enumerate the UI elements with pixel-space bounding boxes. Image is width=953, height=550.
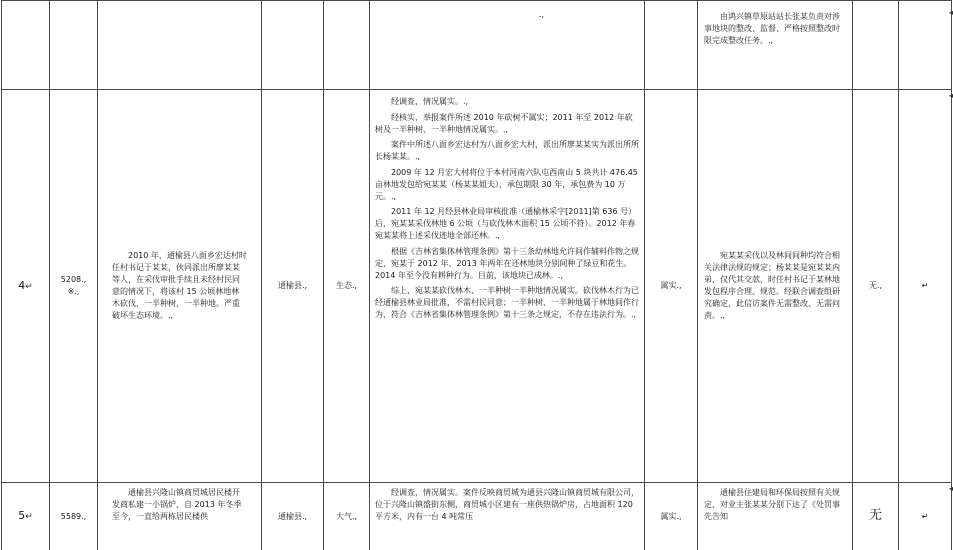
cell-no: 4↵ xyxy=(2,90,50,483)
cell-result xyxy=(645,1,698,90)
cell-code xyxy=(50,1,98,90)
cell-complaint xyxy=(98,1,262,90)
cell-findings: 经调查，情况属实。案件反映商贸城为通县兴隆山镇商贸城有限公司，位于兴隆山镇盛街东侧，商贸城小区建有一座供热锅炉房，占地面积 120 平方米，内有一台 4 吨常压 xyxy=(370,483,645,550)
cell-handling: 宛某某采伐以及林间间种均符合相关法律法规的规定；杨某某是宛某某内弟，仅代其交款，时任村书记于某林地发包程序合理、规范。经联合调查组研究确定，此信访案件无需整改、无需问责。., xyxy=(698,90,853,483)
cell-county: 通榆县., xyxy=(262,90,324,483)
paragraph-mark-icon: ↵ xyxy=(25,512,33,522)
cell-result: 属实., xyxy=(645,90,698,483)
cell-code: 5589., xyxy=(50,483,98,550)
table-row xyxy=(2,90,952,483)
cell-no: 5↵ xyxy=(2,483,50,550)
cell-findings: 经调查，情况属实。., 经核实，举报案件所述 2010 年砍树不属实；2011 年至 2012 年砍树及一半种树、一半种地情况属实。., 案件中所述八面乡宏达村为八面乡宏大村，派出所廖某某实为派出所所长杨某某。., 2009 年 12 月宏大村将位于本村河南六队屯西南山 5 块共计 476.45 亩林地发包给宛某某（杨某某姐夫），承包期限 30 年，承包费为 10 万元。., 2011 年 12 月经县林业局审核批准（通榆林采字[2011]第 636 号）后，宛某某采伐林地 6 公顷（与砍伐林木面积 15 公顷不符）。2012 年春宛某某将上述采伐迹地全部还林。., 根据《吉林省集体林管理条例》第十三条幼林地允许间作辅料作物之规定，宛某于 2012 年、2013 年两年在还林地块分别间种了绿豆和花生。2014 年至今没有耕种行为。目前，该地块已成林。., 综上，宛某某砍伐林木、一半种树一半种地情况属实。砍伐林木行为已经通榆县林业局批准，不需村民同意；一半种树、一半种地属于林地间作行为，符合《吉林省集体林管理条例》第十三条之规定，不存在违法行为。., xyxy=(370,90,645,483)
cell-code: 5208., ※., xyxy=(50,90,98,483)
cell-type: 大气., xyxy=(324,483,370,550)
cell-type xyxy=(324,1,370,90)
table-row xyxy=(2,1,952,90)
petition-table xyxy=(1,0,952,550)
cell-county: 通榆县., xyxy=(262,483,324,550)
cell-complaint: 通榆县兴隆山镇商贸城居民楼开发商私建一小锅炉，自 2013 年冬季至今，一直给两栋居民楼供 xyxy=(98,483,262,550)
cell-no xyxy=(2,1,50,90)
cell-accountability: 无 xyxy=(853,483,899,550)
cell-handling: 由鸿兴镇草原站站长张某负责对涉事地块的整改、监督、严格按照整改时限完成整改任务。., xyxy=(698,1,853,90)
cell-end xyxy=(899,1,952,90)
row-end-marker-icon: ◂ xyxy=(949,91,953,100)
cell-accountability xyxy=(853,1,899,90)
paragraph-mark-icon: ↵ xyxy=(25,281,33,292)
row-end-marker-icon: ◂ xyxy=(949,484,953,493)
row-end-marker-icon: ◂ xyxy=(949,8,953,17)
cell-type: 生态., xyxy=(324,90,370,483)
table-row xyxy=(2,483,952,550)
cell-end: ↵ xyxy=(899,90,952,483)
cell-end: ↵ xyxy=(899,483,952,550)
cell-result: 属实., xyxy=(645,483,698,550)
cell-accountability: 无., xyxy=(853,90,899,483)
cell-findings: ., xyxy=(370,1,645,90)
cell-county xyxy=(262,1,324,90)
cell-handling: 通榆县住建局和环保局按照有关规定，对业主张某某分别下达了《处罚事先告知 xyxy=(698,483,853,550)
cell-complaint: 2010 年，通榆县八面乡宏达村时任村书记于某某，伙同派出所廖某某等人，在采伐审批手续且未经村民同意的情况下，将该村 15 公顷林地林木砍伐，一半种树，一半种地。严重破坏生态环境。., xyxy=(98,90,262,483)
